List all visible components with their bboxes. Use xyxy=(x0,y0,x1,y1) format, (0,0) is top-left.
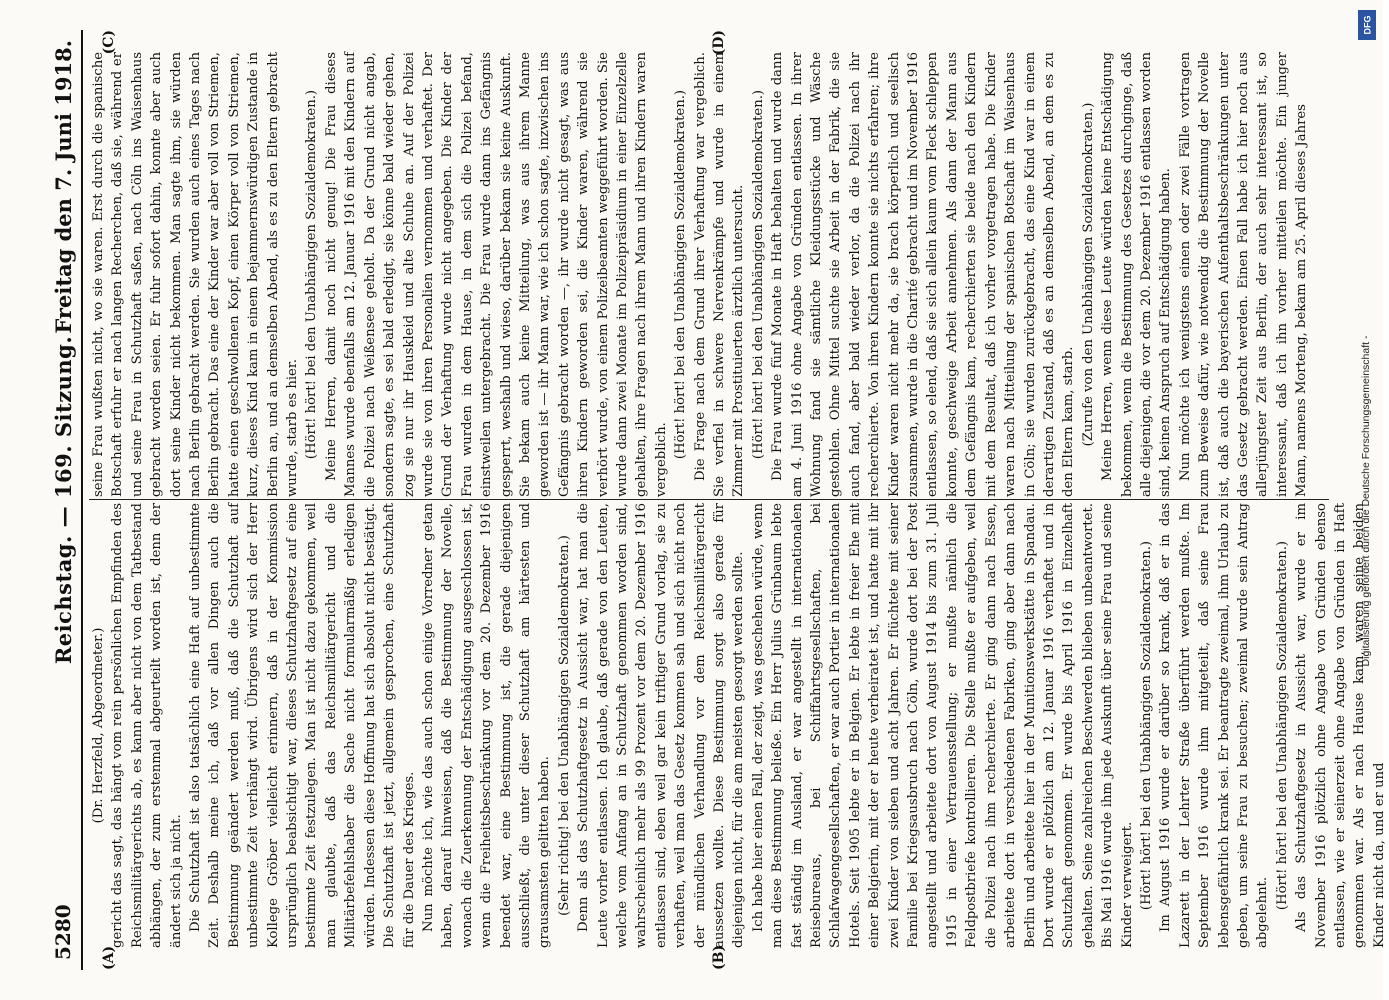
digitization-note: Digitalisierung gefördert durch die Deutsche Forschungsgemeinschaft - xyxy=(1360,335,1372,667)
dfg-logo: DFG xyxy=(1358,10,1376,40)
session-date: Freitag den 7. Juni 1918. xyxy=(50,40,76,334)
interjection: (Sehr richtig! bei den Unabhängigen Sozialdemokraten.) xyxy=(556,535,572,916)
interjection: (Hört! hört! bei den Unabhängigen Sozialdemokraten.) xyxy=(303,89,319,460)
paragraph: seine Frau wußten nicht, wo sie waren. Erst durch die spanische Botschaft erfuhr er nach langen Recherchen, daß sie, während er und seine Frau in Schutzhaft saßen, nach Cöln ins Waisenhaus gebracht worden seien. Er fuhr sofort dahin, konnte aber auch dort seine Kinder nicht bekommen. Man sagte ihm, sie würden nach Berlin gebracht werden. Sie wurden auch eines Tages nach Berlin gebracht. Das eine der Kinder war aber voll von Striemen, hatte einen geschwollenen Kopf, einen Körper voll von Striemen, kurz, dieses Kind kam in einem bejammernswürdigen Zustande in Berlin an, und an demselben Abend, als es zu den Eltern gebracht wurde, starb es hier. xyxy=(90,52,300,497)
paragraph: Ich habe hier einen Fall, der zeigt, was geschehen würde, wenn man diese Bestimmung beließe. Ein Herr Julius Grünbaum lebte fast ständig im Ausland, er war angestellt in internationalen Reisebureaus, bei Schiffahrtsgesellschaften, bei Schlafwagengesellschaften, er war auch Portier in internationalen Hotels. Seit 1905 lebte er in Belgien. Er lebte in freier Ehe mit einer Belgierin, mit der er heute verheiratet ist, und hatte mit ihr zwei Kinder von sieben und acht Jahren. Er flüchtete mit seiner Familie bei Kriegsausbruch nach Cöln, wurde dort bei der Post angestellt und arbeitete dort von August 1914 bis zum 31. Juli 1915 in einer Vertrauensstellung; er mußte nämlich die Feldpostbriefe kontrollieren. Die Stelle mußte er aufgeben, weil die Polizei nach ihm recherchierte. Er ging dann nach Essen, arbeitete dort in verschiedenen Fabriken, ging aber dann nach Berlin und arbeitete hier in der Munitionswerkstätte in Spandau. Dort wurde er plötzlich am 12. Januar 1916 verhaftet und in Schutzhaft genommen. Er wurde bis April 1916 in Einzelhaft gehalten. Seine zahlreichen Beschwerden blieben unbeantwortet. Bis Mai 1916 wurde ihm jede Auskunft über seine Frau und seine Kinder verweigert. xyxy=(750,503,1135,948)
column-divider xyxy=(89,499,1329,500)
paragraph: gericht das sagt, das hängt vom rein persönlichen Empfinden des Reichsmilitärgerichts ab, es kann aber nicht von dem Tatbestand abhängen, der zum erstenmal abgeurteilt worden ist, denn der ändert sich ja nicht. xyxy=(109,503,184,948)
margin-mark-b: (B) xyxy=(710,944,727,970)
interjection: (Hört! hört! bei den Unabhängigen Sozialdemokraten.) xyxy=(750,89,766,460)
paragraph: Meine Herren, wenn diese Leute würden keine Entschädigung bekommen, wenn die Bestimmung des Gesetzes durchginge, daß alle diejenigen, die vor dem 20. Dezember 1916 entlassen worden sind, keinen Anspruch auf Entschädigung haben. xyxy=(1099,52,1173,497)
paragraph: Denn als das Schutzhaftgesetz in Aussicht war, hat man die Leute vorher entlassen. Ich glaube, daß gerade von den Leuten, welche vom Anfang an in Schutzhaft genommen worden sind, wahrscheinlich mehr als 99 Prozent vor dem 20. Dezember 1916 entlassen sind, eben weil gar kein triftiger Grund vorlag, sie zu verhaften, weil man das Gesetz kommen sah und sich nicht noch der mündlichen Verhandlung vor dem Reichsmilitärgericht aussetzen wollte. Diese Bestimmung sorgt also gerade für diejenigen nicht, für die am meisten gesorgt werden sollte. xyxy=(575,503,746,948)
interjection: (Hört! hört! bei den Unabhängigen Sozialdemokraten.) xyxy=(1274,540,1290,911)
paragraph: Als das Schutzhaftgesetz in Aussicht war, wurde er im November 1916 plötzlich ohne Angabe von Gründen ebenso entlassen, wie er seinerzeit ohne Angabe von Gründen in Haft genommen war. Als er nach Hause kam, waren seine beiden Kinder nicht da, und er und xyxy=(1293,503,1387,948)
interjection: (Zurufe von den Unabhängigen Sozialdemokraten.) xyxy=(1080,102,1096,447)
page-header xyxy=(47,30,83,970)
left-column xyxy=(89,503,1387,948)
page-number: 5280 xyxy=(50,904,75,960)
digitization-credit xyxy=(1355,6,1377,996)
interjection: (Hört! hört! bei den Unabhängigen Sozialdemokraten.) xyxy=(1138,540,1154,911)
margin-mark-d: (D) xyxy=(710,30,727,56)
paragraph: Meine Herren, damit noch nicht genug! Die Frau dieses Mannes wurde ebenfalls am 12. Januar 1916 mit den Kindern auf die Polizei nach Weißensee geholt. Da der Grund nicht angab, sondern sagte, es sei bald erledigt, sie könne bald wieder gehen, zog sie nur ihr Hauskleid und alte Schuhe an. Auf der Polizei wurde sie von ihren Personalien vernommen und verhaftet. Der Grund der Verhaftung wurde nicht angegeben. Die Kinder der Frau wurden in dem Hause, in dem sich die Polizei befand, einstweilen untergebracht. Die Frau wurde dann ins Gefängnis gesperrt, weshalb und wieso, darüber bekam sie keine Auskunft. Sie bekam auch keine Mitteilung, was aus ihrem Manne geworden ist — ihr Mann war, wie ich schon sagte, inzwischen ins Gefängnis gebracht worden —, ihr wurde nicht gesagt, was aus ihren Kindern geworden sei, die Kinder waren, während sie verhört wurde, von einem Polizeibeamten weggeführt worden. Sie wurde dann zwei Monate im Polizeipräsidium in einer Einzelzelle gehalten, ihre Fragen nach ihrem Mann und ihren Kindern waren vergeblich. xyxy=(323,52,669,497)
margin-mark-a: (A) xyxy=(100,945,117,970)
paragraph: Nun möchte ich, wie das auch schon einige Vorredner getan haben, darauf hinweisen, daß die Bestimmung der Novelle, wonach die Zuerkennung der Entschädigung ausgeschlossen ist, wenn die Freiheitsbeschränkung vor dem 20. Dezember 1916 beendet war, eine Bestimmung ist, die gerade diejenigen ausschließt, die unter dieser Schutzhaft am härtesten und grausamsten gelitten haben. xyxy=(420,503,552,948)
session-title: Reichstag. — 169. Sitzung. xyxy=(50,335,76,665)
right-column xyxy=(89,52,1329,497)
margin-mark-c: (C) xyxy=(100,30,117,55)
paragraph: Die Schutzhaft ist also tatsächlich eine Haft auf unbestimmte Zeit. Deshalb meine ich, daß vor allen Dingen auch die Bestimmung geändert werden muß, daß die Schutzhaft auf unbestimmte Zeit verhängt wird. Übrigens wird sich der Herr Kollege Gröber vielleicht erinnern, daß in der Kommission ursprünglich beabsichtigt war, dieses Schutzhaftgesetz auf eine bestimmte Zeit festzulegen. Man ist nicht dazu gekommen, weil man glaubte, daß das Reichsmilitärgericht und die Militärbefehlshaber die Sache nicht formularmäßig erledigen würden. Indessen diese Hoffnung hat sich absolut nicht bestätigt. Die Schutzhaft ist jetzt, allgemein gesprochen, eine Schutzhaft für die Dauer des Krieges. xyxy=(187,503,416,948)
paragraph: Nun möchte ich wenigstens einen oder zwei Fälle vortragen zum Beweise dafür, wie notwendig die Bestimmung der Novelle ist, daß auch die bayerischen Aufenthaltsbeschränkungen unter das Gesetz gebracht werden. Einen Fall habe ich hier noch aus allerjüngster Zeit aus Berlin, der auch sehr interessant ist, so interessant, daß ich ihn vorher mitteilen möchte. Ein junger Mann, namens Morteng, bekam am 25. April dieses Jahres xyxy=(1177,52,1309,497)
speaker-line: (Dr. Herzfeld, Abgeordneter.) xyxy=(90,627,106,824)
interjection: (Hört! hört! bei den Unabhängigen Sozialdemokraten.) xyxy=(672,89,688,460)
paragraph: Im August 1916 wurde er darüber so krank, daß er in das Lazarett in der Lehrter Straße überführt werden mußte. Im September 1916 wurde ihm mitgeteilt, daß seine Frau lebensgefährlich krank sei. Er beantragte zweimal, ihm Urlaub zu geben, um seine Frau zu besuchen; zweimal wurde sein Antrag abgelehnt. xyxy=(1157,503,1270,948)
paragraph: Die Frage nach dem Grund ihrer Verhaftung war vergeblich. Sie verfiel in schwere Nervenkrämpfe und wurde in einem Zimmer mit Prostituierten ärztlich untersucht. xyxy=(692,52,746,497)
paragraph: Die Frau wurde fünf Monate in Haft behalten und wurde dann am 4. Juni 1916 ohne Angabe von Gründen entlassen. In ihrer Wohnung fand sie sämtliche Kleidungsstücke und Wäsche gestohlen. Ohne Mittel suchte sie Arbeit in der Fabrik, die sie auch fand, aber bald wieder verlor, da die Polizei nach ihr recherchierte. Von ihren Kindern konnte sie nichts erfahren; ihre Kinder waren nicht mehr da, sie brach körperlich und seelisch zusammen, wurde in die Charité gebracht und im November 1916 entlassen, so elend, daß sie sich allein kaum vom Fleck schleppen konnte, geschweige Arbeit annehmen. Als dann der Mann aus dem Gefängnis kam, recherchierten sie beide nach den Kindern mit dem Resultat, daß ich vorher vorgetragen habe. Die Kinder waren nach Mitteilung der spanischen Botschaft im Waisenhaus in Cöln; sie wurden zurückgebracht, das eine Kind war in einem derartigen Zustand, daß es an demselben Abend, an dem es zu den Eltern kam, starb. xyxy=(769,52,1076,497)
